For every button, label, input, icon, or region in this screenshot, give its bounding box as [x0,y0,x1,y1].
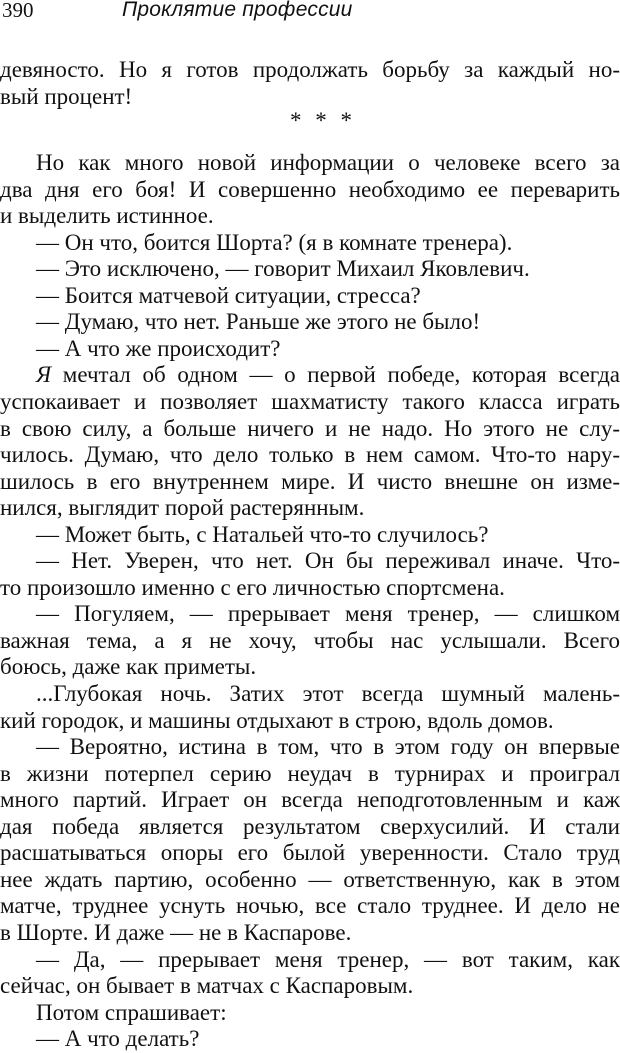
text-line: вый процент! [0,83,133,109]
text-line: Но как много новой информации о человеке всего за [36,150,620,176]
text-line: в жизни потерпел серию неудач в турнирах и проиграл [0,760,620,786]
text-line: боюсь, даже как приметы. [0,654,257,680]
text-line: шилось в его внутреннем мире. И чисто внешне он изме- [0,468,620,494]
text-line: важная тема, а я не хочу, чтобы нас услышали. Всего [0,627,620,653]
text-line: то произошло именно с его личностью спортсмена. [0,574,505,600]
text-line: расшатываться опоры его былой уверенности. Стало труд [0,840,620,866]
text-line: нее ждать партию, особенно — ответственную, как в этом [0,866,620,892]
page-number: 390 [2,0,34,22]
text-line: нился, выглядит порой растерянным. [0,495,365,521]
line-text: мечтал об одном — о первой победе, которая всегда [51,362,620,388]
text-line: в свою силу, а больше ничего и не надо. Но этого не слу- [0,415,620,441]
text-line: два дня его боя! И совершенно необходимо ее переварить [0,176,620,202]
running-head [0,0,620,28]
text-line: — Вероятно, истина в том, что в этом году он впервые [36,734,620,760]
text-line: успокаивает и позволяет шахматисту такого класса играть [0,389,620,415]
text-line: — Да, — прерывает меня тренер, — вот таким, как [36,946,620,972]
text-line: — А что же происходит? [36,335,281,361]
section-break: * * * [290,108,356,134]
text-line: — Может быть, с Натальей что-то случилось? [36,521,489,547]
text-line: — Он что, боится Шорта? (я в комнате тренера). [36,229,513,255]
text-line: девяносто. Но я готов продолжать борьбу за каждый но- [0,57,620,82]
text-line: — Нет. Уверен, что нет. Он бы переживал иначе. Что- [36,548,620,574]
text-line [0,362,620,389]
chapter-title: Проклятие профессии [122,0,353,21]
text-line: кий городок, и машины отдыхают в строю, вдоль домов. [0,707,554,733]
text-line: чилось. Думаю, что дело только в нем самом. Что-то нару- [0,442,620,468]
text-line: матче, труднее уснуть ночью, все стало труднее. И дело не [0,893,620,919]
text-line: — Погуляем, — прерывает меня тренер, — слишком [36,601,620,627]
text-line: — А что делать? [36,1026,200,1052]
text-line: — Думаю, что нет. Раньше же этого не было! [36,309,481,335]
text-line: ...Глубокая ночь. Затих этот всегда шумный малень- [36,681,620,707]
text-line: — Боится матчевой ситуации, стресса? [36,282,421,308]
text-line: Потом спрашивает: [36,999,227,1025]
text-line: много партий. Играет он всегда неподготовленным и каж [0,787,620,813]
text-line: и выделить истинное. [0,203,214,229]
text-line: дая победа является результатом сверхусилий. И стали [0,813,620,839]
text-line: — Это исключено, — говорит Михаил Яковлевич. [36,256,530,282]
italic-word: Я [36,362,52,388]
text-line: сейчас, он бывает в матчах с Каспаровым. [0,973,414,999]
text-line: в Шорте. И даже — не в Каспарове. [0,919,352,945]
body-text [0,57,620,1053]
